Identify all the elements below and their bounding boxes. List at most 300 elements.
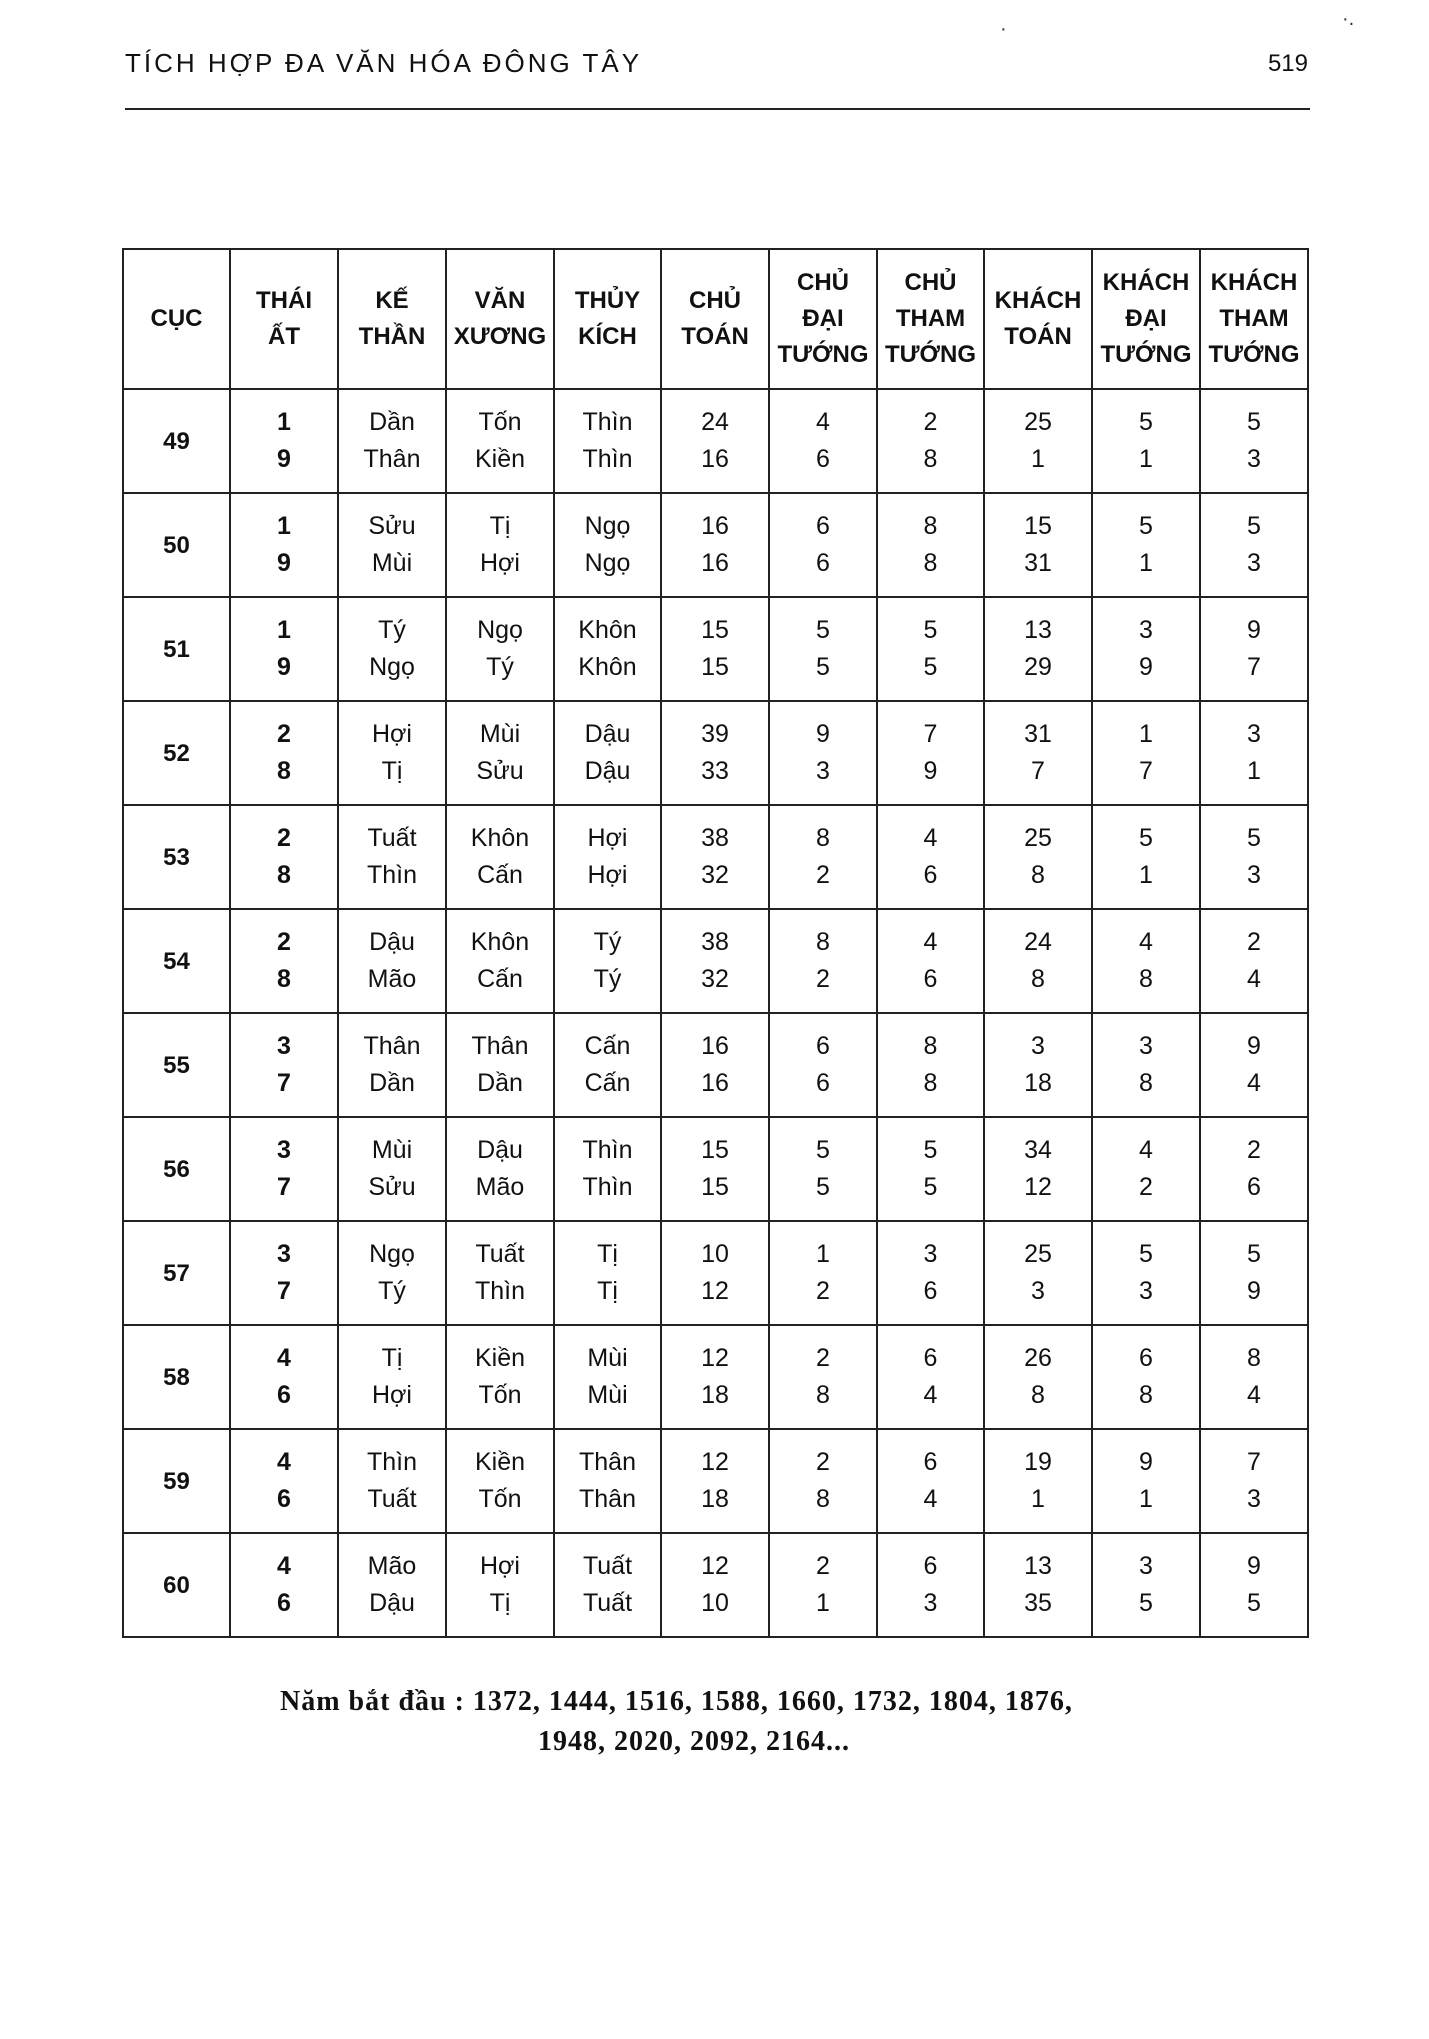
cell-value: 8 <box>1139 1069 1153 1097</box>
table-cell <box>446 597 554 701</box>
cell-value: 4 <box>277 1552 291 1580</box>
table-cell <box>446 493 554 597</box>
table-cell <box>661 909 769 1013</box>
cell-value: 3 <box>1247 549 1261 577</box>
cell-value: 9 <box>277 445 291 473</box>
cell-value: 2 <box>816 965 830 993</box>
cell-value: 8 <box>923 1069 938 1097</box>
column-header-line: THỦY <box>574 287 641 314</box>
scan-speck: ·. <box>1342 8 1355 30</box>
cell-value: 6 <box>816 1032 830 1060</box>
cell-value: 10 <box>701 1589 729 1617</box>
cell-value: 34 <box>1024 1136 1052 1164</box>
cell-value: 4 <box>816 408 830 436</box>
cell-value: 24 <box>1024 928 1052 956</box>
cuc-number-cell: 60 <box>123 1533 230 1637</box>
cell-value: 15 <box>1024 512 1052 540</box>
cell-value: Ngọ <box>369 653 415 681</box>
cell-value: Kiền <box>474 1344 526 1372</box>
cell-value: 1 <box>1139 1485 1153 1513</box>
cell-value: Hợi <box>587 824 628 852</box>
column-header-line: TƯỚNG <box>1208 341 1300 368</box>
cell-value: Tốn <box>478 1381 522 1409</box>
table-cell <box>1092 1013 1200 1117</box>
cuc-number-cell: 53 <box>123 805 230 909</box>
cell-value: 4 <box>1139 928 1153 956</box>
cell-value: Dần <box>477 1069 523 1097</box>
cell-value: Tý <box>486 653 514 681</box>
table-cell <box>877 1013 984 1117</box>
cuc-number-cell: 59 <box>123 1429 230 1533</box>
cell-value: 16 <box>701 1069 729 1097</box>
cell-value: Khôn <box>578 653 637 681</box>
table-cell <box>877 1221 984 1325</box>
table-cell <box>1200 909 1308 1013</box>
cell-value: Sửu <box>476 757 524 785</box>
cell-value: Thìn <box>366 1448 418 1476</box>
cell-value: 6 <box>923 1448 938 1476</box>
table-cell <box>661 1533 769 1637</box>
cell-value: 18 <box>701 1485 729 1513</box>
cell-value: 6 <box>923 1344 938 1372</box>
column-header <box>984 249 1092 389</box>
cell-value: 26 <box>1024 1344 1052 1372</box>
cell-value: 13 <box>1024 616 1052 644</box>
table-cell <box>984 1325 1092 1429</box>
column-header-line: TOÁN <box>681 323 749 350</box>
cell-value: Thân <box>579 1485 636 1513</box>
cell-value: Thìn <box>582 1136 633 1164</box>
column-header <box>661 249 769 389</box>
table-cell <box>230 597 338 701</box>
column-header <box>123 249 230 389</box>
cell-value: Thìn <box>474 1277 526 1305</box>
cell-value: 2 <box>277 928 291 956</box>
column-header-line: TƯỚNG <box>1100 341 1192 368</box>
cell-value: Tuất <box>475 1240 525 1268</box>
cell-value: Thân <box>471 1032 529 1060</box>
cell-value: 4 <box>1247 1069 1261 1097</box>
table-cell <box>769 1533 877 1637</box>
table-cell <box>769 805 877 909</box>
table-cell <box>661 1325 769 1429</box>
table-header-row <box>123 249 1308 389</box>
cuc-number-cell: 50 <box>123 493 230 597</box>
table-cell <box>554 805 661 909</box>
cell-value: 5 <box>1139 1589 1153 1617</box>
cuc-number-cell: 58 <box>123 1325 230 1429</box>
cell-value: 19 <box>1024 1448 1052 1476</box>
table-cell <box>661 1013 769 1117</box>
table-cell <box>338 1013 446 1117</box>
column-header-line: XƯƠNG <box>453 323 547 350</box>
table-cell <box>769 493 877 597</box>
cell-value: Dần <box>369 1069 415 1097</box>
cell-value: Hợi <box>479 1552 520 1580</box>
cell-value: 5 <box>1247 1240 1261 1268</box>
cell-value: 25 <box>1024 1240 1052 1268</box>
cell-value: Cấn <box>584 1069 631 1097</box>
table-cell <box>1092 1325 1200 1429</box>
table-row <box>123 909 1308 1013</box>
cuc-number-cell: 57 <box>123 1221 230 1325</box>
cell-value: 18 <box>701 1381 729 1409</box>
table-cell <box>1200 1221 1308 1325</box>
cell-value: 3 <box>923 1589 938 1617</box>
table-cell <box>661 597 769 701</box>
cell-value: Dần <box>369 408 415 436</box>
cell-value: Tị <box>381 1344 403 1372</box>
cell-value: 39 <box>701 720 729 748</box>
cell-value: 2 <box>1247 1136 1261 1164</box>
cell-value: Kiền <box>474 1448 526 1476</box>
cell-value: Mùi <box>479 720 521 748</box>
table-cell <box>230 1221 338 1325</box>
cell-value: 3 <box>277 1240 291 1268</box>
cuc-number-cell: 56 <box>123 1117 230 1221</box>
table-cell <box>1200 597 1308 701</box>
cell-value: 8 <box>923 549 938 577</box>
cell-value: Hợi <box>371 1381 412 1409</box>
table-cell <box>984 805 1092 909</box>
cell-value: 1 <box>1139 861 1153 889</box>
cell-value: Tốn <box>478 1485 522 1513</box>
table-cell <box>338 1533 446 1637</box>
cell-value: Thìn <box>582 445 633 473</box>
table-cell <box>769 1013 877 1117</box>
cell-value: 2 <box>816 1448 830 1476</box>
table-cell <box>1092 909 1200 1013</box>
cell-value: 5 <box>1247 408 1261 436</box>
cell-value: 31 <box>1024 549 1052 577</box>
cell-value: 8 <box>1031 1381 1045 1409</box>
table-cell <box>1092 1429 1200 1533</box>
table-cell <box>877 909 984 1013</box>
cell-value: 5 <box>1139 512 1153 540</box>
table-cell <box>230 1533 338 1637</box>
cell-value: 3 <box>1139 1552 1153 1580</box>
cell-value: 5 <box>923 1136 938 1164</box>
table-cell <box>661 1221 769 1325</box>
column-header <box>230 249 338 389</box>
cell-value: Tuất <box>367 824 417 852</box>
cell-value: Tốn <box>478 408 522 436</box>
table-cell <box>554 389 661 493</box>
table-row <box>123 1429 1308 1533</box>
table-cell <box>1200 1013 1308 1117</box>
cell-value: 7 <box>923 720 938 748</box>
cell-value: Ngọ <box>584 512 631 540</box>
table-cell <box>338 1221 446 1325</box>
table-cell <box>877 805 984 909</box>
cell-value: 3 <box>1139 1032 1153 1060</box>
table-cell <box>230 1325 338 1429</box>
cell-value: 9 <box>1139 1448 1153 1476</box>
table-cell <box>984 1013 1092 1117</box>
cell-value: 6 <box>277 1381 291 1409</box>
cell-value: 5 <box>1139 824 1153 852</box>
cell-value: Thìn <box>582 408 633 436</box>
cell-value: Ngọ <box>369 1240 415 1268</box>
cell-value: 8 <box>277 861 291 889</box>
cell-value: 4 <box>1139 1136 1153 1164</box>
table-cell <box>338 1429 446 1533</box>
cell-value: Thân <box>363 445 421 473</box>
cell-value: 6 <box>923 965 938 993</box>
table-cell <box>877 701 984 805</box>
table-cell <box>1200 1117 1308 1221</box>
table-cell <box>1200 389 1308 493</box>
table-cell <box>446 1429 554 1533</box>
cell-value: 15 <box>701 1136 729 1164</box>
cell-value: 8 <box>277 757 291 785</box>
table-cell <box>1092 1533 1200 1637</box>
cuc-number-cell: 52 <box>123 701 230 805</box>
cell-value: 2 <box>1247 928 1261 956</box>
cell-value: 8 <box>923 1032 938 1060</box>
cell-value: 1 <box>1031 445 1045 473</box>
table-cell <box>1200 1429 1308 1533</box>
cell-value: 2 <box>816 861 830 889</box>
scan-speck: · <box>1000 18 1007 40</box>
cell-value: Cấn <box>477 861 523 889</box>
table-cell <box>769 1117 877 1221</box>
cell-value: 38 <box>701 824 729 852</box>
cell-value: 12 <box>701 1552 729 1580</box>
cell-value: 3 <box>1247 445 1261 473</box>
cell-value: 5 <box>923 616 938 644</box>
cell-value: 5 <box>1139 408 1153 436</box>
cell-value: 3 <box>1031 1277 1045 1305</box>
table-cell <box>1200 805 1308 909</box>
cell-value: Tị <box>597 1277 618 1305</box>
cell-value: 3 <box>1139 1277 1153 1305</box>
cell-value: 12 <box>1024 1173 1052 1201</box>
cell-value: Tý <box>593 928 622 956</box>
cell-value: Mùi <box>587 1344 628 1372</box>
table-cell <box>446 1013 554 1117</box>
column-header-line: KÍCH <box>578 323 637 350</box>
cell-value: 1 <box>1139 549 1153 577</box>
cell-value: Tuất <box>582 1589 633 1617</box>
cell-value: Dậu <box>369 928 415 956</box>
table-cell <box>1200 1325 1308 1429</box>
table-cell <box>877 597 984 701</box>
table-cell <box>661 701 769 805</box>
cuc-number-cell: 49 <box>123 389 230 493</box>
column-header-line: THẦN <box>358 323 426 350</box>
cell-value: 15 <box>701 653 729 681</box>
table-cell <box>661 805 769 909</box>
table-cell <box>446 1221 554 1325</box>
cell-value: 12 <box>701 1448 729 1476</box>
table-cell <box>769 701 877 805</box>
cell-value: Mùi <box>371 549 413 577</box>
column-header-line: ĐẠI <box>802 305 844 332</box>
cell-value: 7 <box>277 1277 291 1305</box>
cell-value: Cấn <box>584 1032 631 1060</box>
footnote-line-2: 1948, 2020, 2092, 2164... <box>538 1726 850 1757</box>
cell-value: 3 <box>816 757 830 785</box>
table-row <box>123 1221 1308 1325</box>
table-cell <box>338 1117 446 1221</box>
table-cell <box>554 1533 661 1637</box>
cell-value: 2 <box>277 720 291 748</box>
cell-value: 6 <box>923 1277 938 1305</box>
cell-value: 9 <box>1247 1552 1261 1580</box>
cell-value: Dậu <box>584 720 631 748</box>
footnote <box>280 1682 1280 1762</box>
cell-value: 2 <box>816 1344 830 1372</box>
table-cell <box>230 493 338 597</box>
cell-value: 32 <box>701 965 729 993</box>
cell-value: Sửu <box>368 1173 416 1201</box>
cell-value: 1 <box>816 1240 830 1268</box>
table-cell <box>1200 493 1308 597</box>
table-body <box>123 389 1308 1637</box>
table-cell <box>877 1117 984 1221</box>
cell-value: 3 <box>1031 1032 1045 1060</box>
cell-value: 3 <box>277 1032 291 1060</box>
cell-value: Tý <box>593 965 622 993</box>
cell-value: Ngọ <box>477 616 523 644</box>
cell-value: 1 <box>1031 1485 1045 1513</box>
table-cell <box>338 701 446 805</box>
cell-value: 24 <box>701 408 729 436</box>
cell-value: 4 <box>923 824 938 852</box>
column-header-line: THAM <box>1219 305 1289 332</box>
cell-value: Tý <box>378 616 406 644</box>
cell-value: Khôn <box>578 616 637 644</box>
footnote-line-1: Năm bắt đầu : 1372, 1444, 1516, 1588, 1660, 1732, 1804, 1876, <box>280 1686 1073 1717</box>
cell-value: Tý <box>378 1277 406 1305</box>
column-header <box>877 249 984 389</box>
table-cell <box>1200 701 1308 805</box>
table-cell <box>338 909 446 1013</box>
running-header <box>125 40 1310 110</box>
table-cell <box>1092 389 1200 493</box>
column-header-line: KHÁCH <box>994 287 1082 314</box>
cell-value: 1 <box>277 616 291 644</box>
cell-value: 4 <box>923 1485 938 1513</box>
cell-value: Hợi <box>587 861 628 889</box>
table-cell <box>446 805 554 909</box>
cell-value: 9 <box>1247 1277 1261 1305</box>
table-cell <box>446 1325 554 1429</box>
cell-value: 25 <box>1024 824 1052 852</box>
table-cell <box>554 1429 661 1533</box>
table-cell <box>554 701 661 805</box>
column-header-line: TOÁN <box>1004 323 1072 350</box>
table-cell <box>984 1429 1092 1533</box>
cell-value: 1 <box>277 512 291 540</box>
cell-value: 7 <box>1247 653 1261 681</box>
table-cell <box>554 1221 661 1325</box>
cell-value: 6 <box>277 1589 291 1617</box>
cell-value: 15 <box>701 616 729 644</box>
table-cell <box>769 1429 877 1533</box>
table-cell <box>661 493 769 597</box>
cell-value: 7 <box>277 1173 291 1201</box>
table-cell <box>877 1325 984 1429</box>
cell-value: Kiền <box>474 445 526 473</box>
table-cell <box>661 1429 769 1533</box>
cell-value: Sửu <box>368 512 416 540</box>
table-cell <box>554 493 661 597</box>
column-header-line: THÁI <box>256 287 312 314</box>
cell-value: 4 <box>1247 965 1261 993</box>
column-header <box>769 249 877 389</box>
table-row <box>123 1013 1308 1117</box>
column-header-line: ẤT <box>268 323 300 350</box>
cell-value: Mão <box>367 1552 417 1580</box>
cell-value: 8 <box>923 512 938 540</box>
cell-value: 6 <box>816 549 830 577</box>
cell-value: 5 <box>816 1136 830 1164</box>
table-cell <box>877 1533 984 1637</box>
column-header <box>554 249 661 389</box>
column-header <box>338 249 446 389</box>
table-row <box>123 597 1308 701</box>
cuc-table <box>122 248 1309 1638</box>
cell-value: Tị <box>381 757 403 785</box>
table-cell <box>984 1117 1092 1221</box>
cell-value: 5 <box>923 1173 938 1201</box>
column-header-line: CHỦ <box>797 269 849 296</box>
cell-value: 8 <box>816 1485 830 1513</box>
column-header <box>446 249 554 389</box>
cell-value: Hợi <box>371 720 412 748</box>
cell-value: 4 <box>923 928 938 956</box>
table-cell <box>877 493 984 597</box>
cell-value: 5 <box>1247 512 1261 540</box>
column-header-line: KHÁCH <box>1210 269 1298 296</box>
table-cell <box>230 1117 338 1221</box>
cell-value: 4 <box>277 1448 291 1476</box>
cell-value: Tị <box>597 1240 618 1268</box>
table-cell <box>769 1325 877 1429</box>
cell-value: 8 <box>1139 965 1153 993</box>
table-cell <box>984 1533 1092 1637</box>
cell-value: 7 <box>1247 1448 1261 1476</box>
column-header-line: KHÁCH <box>1102 269 1190 296</box>
cell-value: 6 <box>923 1552 938 1580</box>
table-cell <box>877 389 984 493</box>
cell-value: 2 <box>816 1277 830 1305</box>
cell-value: 3 <box>1139 616 1153 644</box>
cell-value: 9 <box>923 757 938 785</box>
table-cell <box>230 1429 338 1533</box>
cell-value: 38 <box>701 928 729 956</box>
cell-value: Hợi <box>479 549 520 577</box>
table-cell <box>554 1325 661 1429</box>
table-cell <box>446 909 554 1013</box>
cell-value: 1 <box>1139 445 1153 473</box>
cell-value: 8 <box>1031 861 1045 889</box>
table-cell <box>554 1013 661 1117</box>
column-header-line: VĂN <box>474 287 526 314</box>
cell-value: 9 <box>277 549 291 577</box>
table-cell <box>984 597 1092 701</box>
cell-value: 18 <box>1024 1069 1052 1097</box>
cell-value: 7 <box>277 1069 291 1097</box>
table-row <box>123 805 1308 909</box>
column-header-line: CHỦ <box>689 287 741 314</box>
cell-value: 6 <box>816 1069 830 1097</box>
cell-value: Tuất <box>582 1552 633 1580</box>
cell-value: 6 <box>923 861 938 889</box>
cell-value: Thìn <box>582 1173 633 1201</box>
